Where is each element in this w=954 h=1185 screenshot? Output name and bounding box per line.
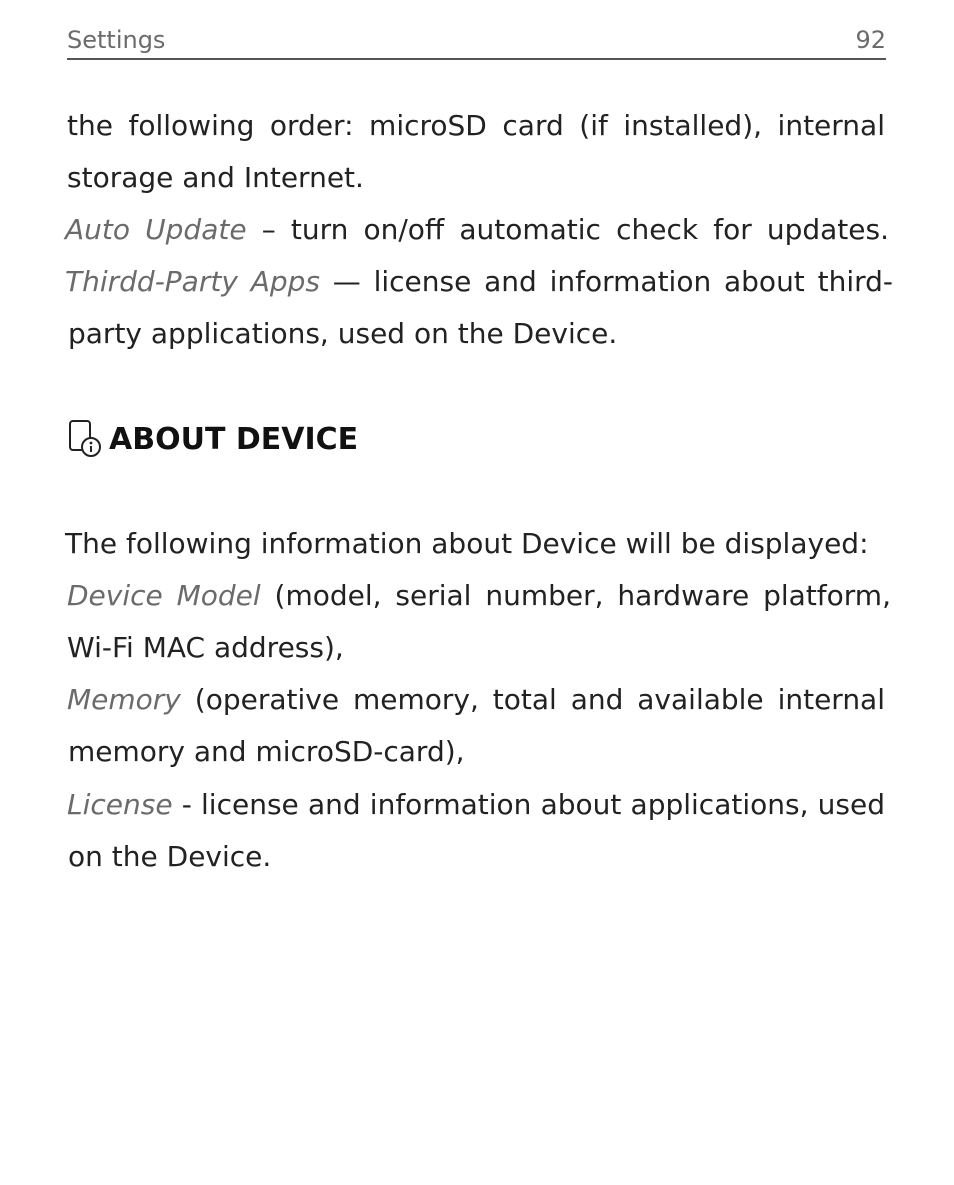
auto-update-term: Auto Update [65,213,247,246]
auto-update-item [65,204,889,256]
device-model-item [67,570,891,622]
third-party-desc-continued: party applications, used on the Device. [68,317,618,350]
device-info-icon [67,419,103,459]
license-item [67,779,885,831]
about-device-heading [67,417,358,461]
device-model-desc-continued: Wi-Fi MAC address), [67,631,344,664]
license-desc-continued: on the Device. [68,840,272,873]
memory-desc: (operative memory, total and available internal [180,683,885,716]
third-party-desc: — license and information about third- [319,265,893,298]
auto-update-desc: – turn on/off automatic check for updates. [246,213,889,246]
memory-term: Memory [67,683,181,716]
memory-desc-continued: memory and microSD-card), [68,735,465,768]
memory-item [67,674,885,726]
device-model-term: Device Model [67,579,261,612]
page-header [67,24,886,60]
third-party-item [65,256,893,308]
section-title: Settings [67,26,166,54]
license-term: License [67,788,173,821]
device-model-desc: (model, serial number, hardware platform, [260,579,891,612]
third-party-term: Thirdd-Party Apps [65,265,320,298]
about-device-title: ABOUT DEVICE [109,421,359,457]
about-intro: The following information about Device will be displayed: [65,527,869,560]
intro-line-1: the following order: microSD card (if installed), internal [67,109,885,142]
intro-line-2: storage and Internet. [67,161,364,194]
license-desc: - license and information about applications, used [172,788,885,821]
page-number: 92 [855,26,886,54]
